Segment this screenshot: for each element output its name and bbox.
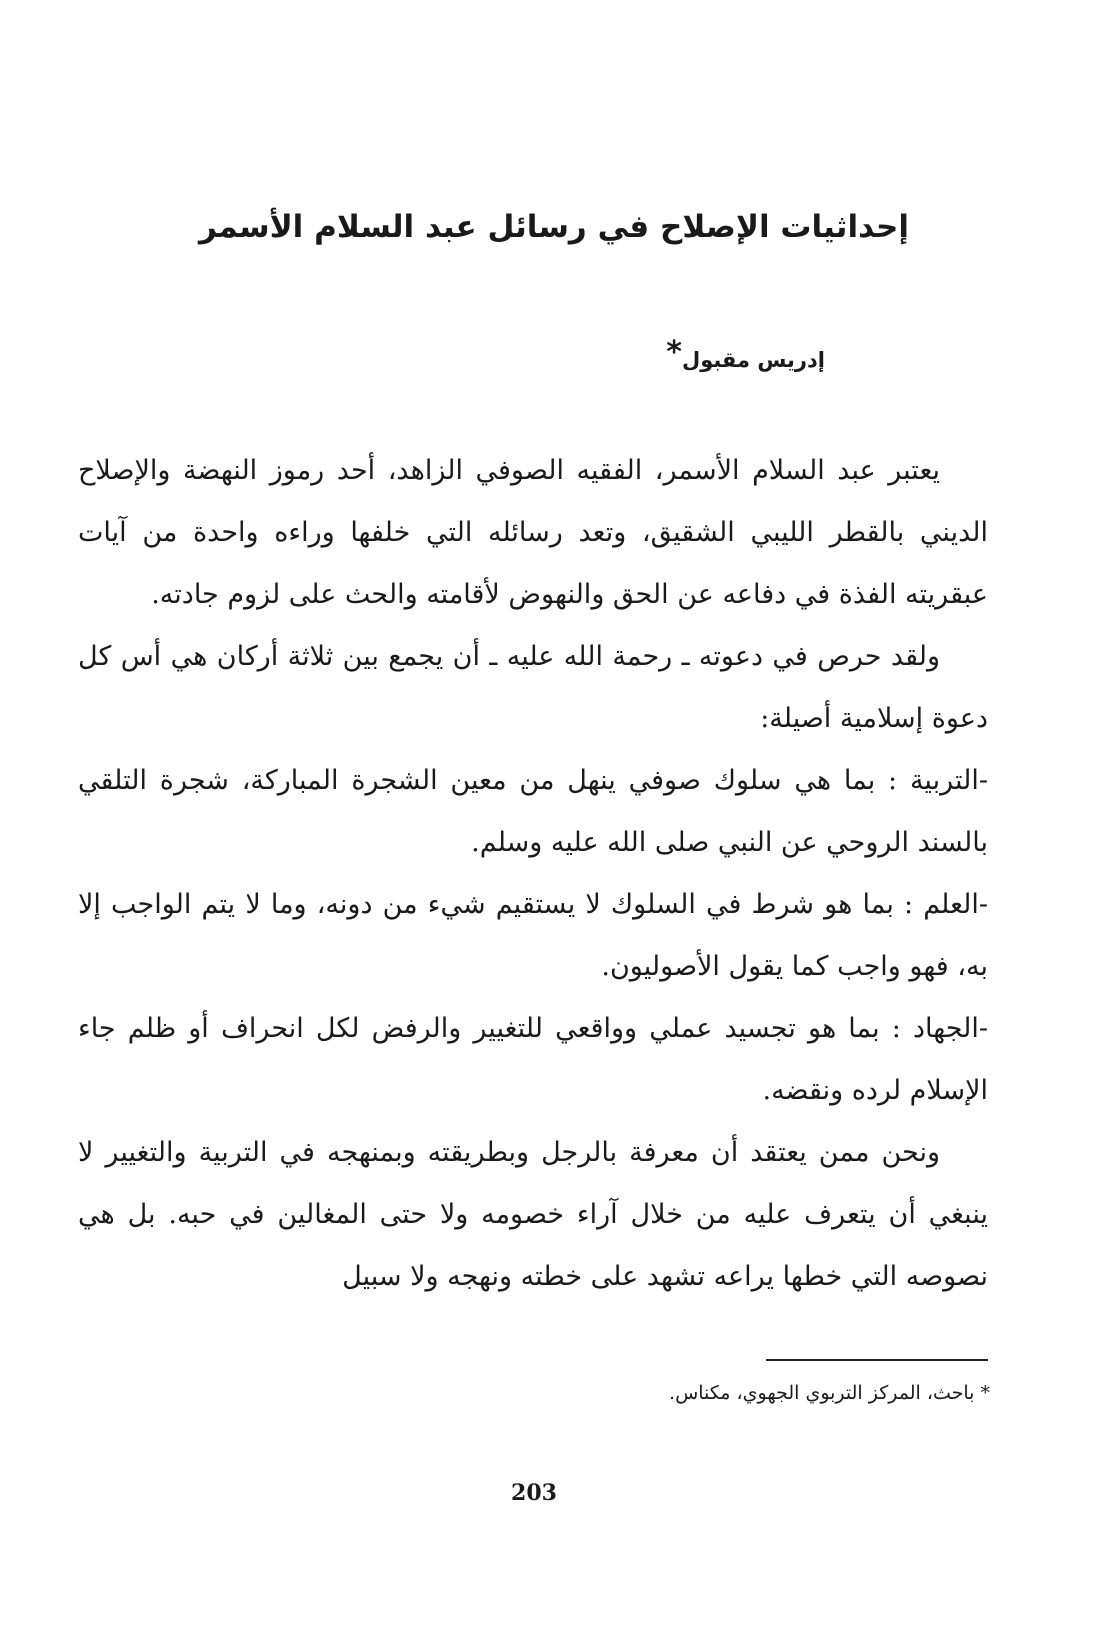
article-body — [78, 440, 988, 1308]
paragraph-conclusion: ونحن ممن يعتقد أن معرفة بالرجل وبطريقته وبمنهجه في التربية والتغيير لا ينبغي أن يتعرف عليه من خلال آراء خصومه ولا حتى المغالين في حبه. بل هي نصوصه التي خطها يراعه تشهد على خطته ونهجه ولا سبيل — [78, 1137, 988, 1292]
author-line — [300, 335, 825, 375]
footnote-divider — [766, 1359, 988, 1361]
paragraph-jihad: -الجهاد : بما هو تجسيد عملي وواقعي للتغيير والرفض لكل انحراف أو ظلم جاء الإسلام لرده ونقضه. — [78, 1013, 988, 1106]
paragraph-education: -التربية : بما هي سلوك صوفي ينهل من معين الشجرة المباركة، شجرة التلقي بالسند الروحي عن النبي صلى الله عليه وسلم. — [78, 765, 988, 858]
footnote: * باحث، المركز التربوي الجهوي، مكناس. — [669, 1382, 990, 1404]
paragraph-intro: يعتبر عبد السلام الأسمر، الفقيه الصوفي الزاهد، أحد رموز النهضة والإصلاح الديني بالقطر الليبي الشقيق، وتعد رسائله التي خلفها وراءه واحدة من آيات عبقريته الفذة في دفاعه عن الحق والنهوض لأقامته والحث على لزوم جادته. — [78, 455, 988, 610]
author-name: إدريس مقبول — [681, 348, 825, 372]
footnote-marker: * — [666, 335, 682, 370]
paragraph-knowledge: -العلم : بما هو شرط في السلوك لا يستقيم شيء من دونه، وما لا يتم الواجب إلا به، فهو واجب كما يقول الأصوليون. — [78, 889, 988, 982]
page-number: 203 — [511, 1480, 557, 1506]
paragraph-pillars: ولقد حرص في دعوته ـ رحمة الله عليه ـ أن يجمع بين ثلاثة أركان هي أس كل دعوة إسلامية أصيلة: — [78, 641, 988, 734]
article-title: إحداثيات الإصلاح في رسائل عبد السلام الأسمر — [199, 209, 909, 245]
